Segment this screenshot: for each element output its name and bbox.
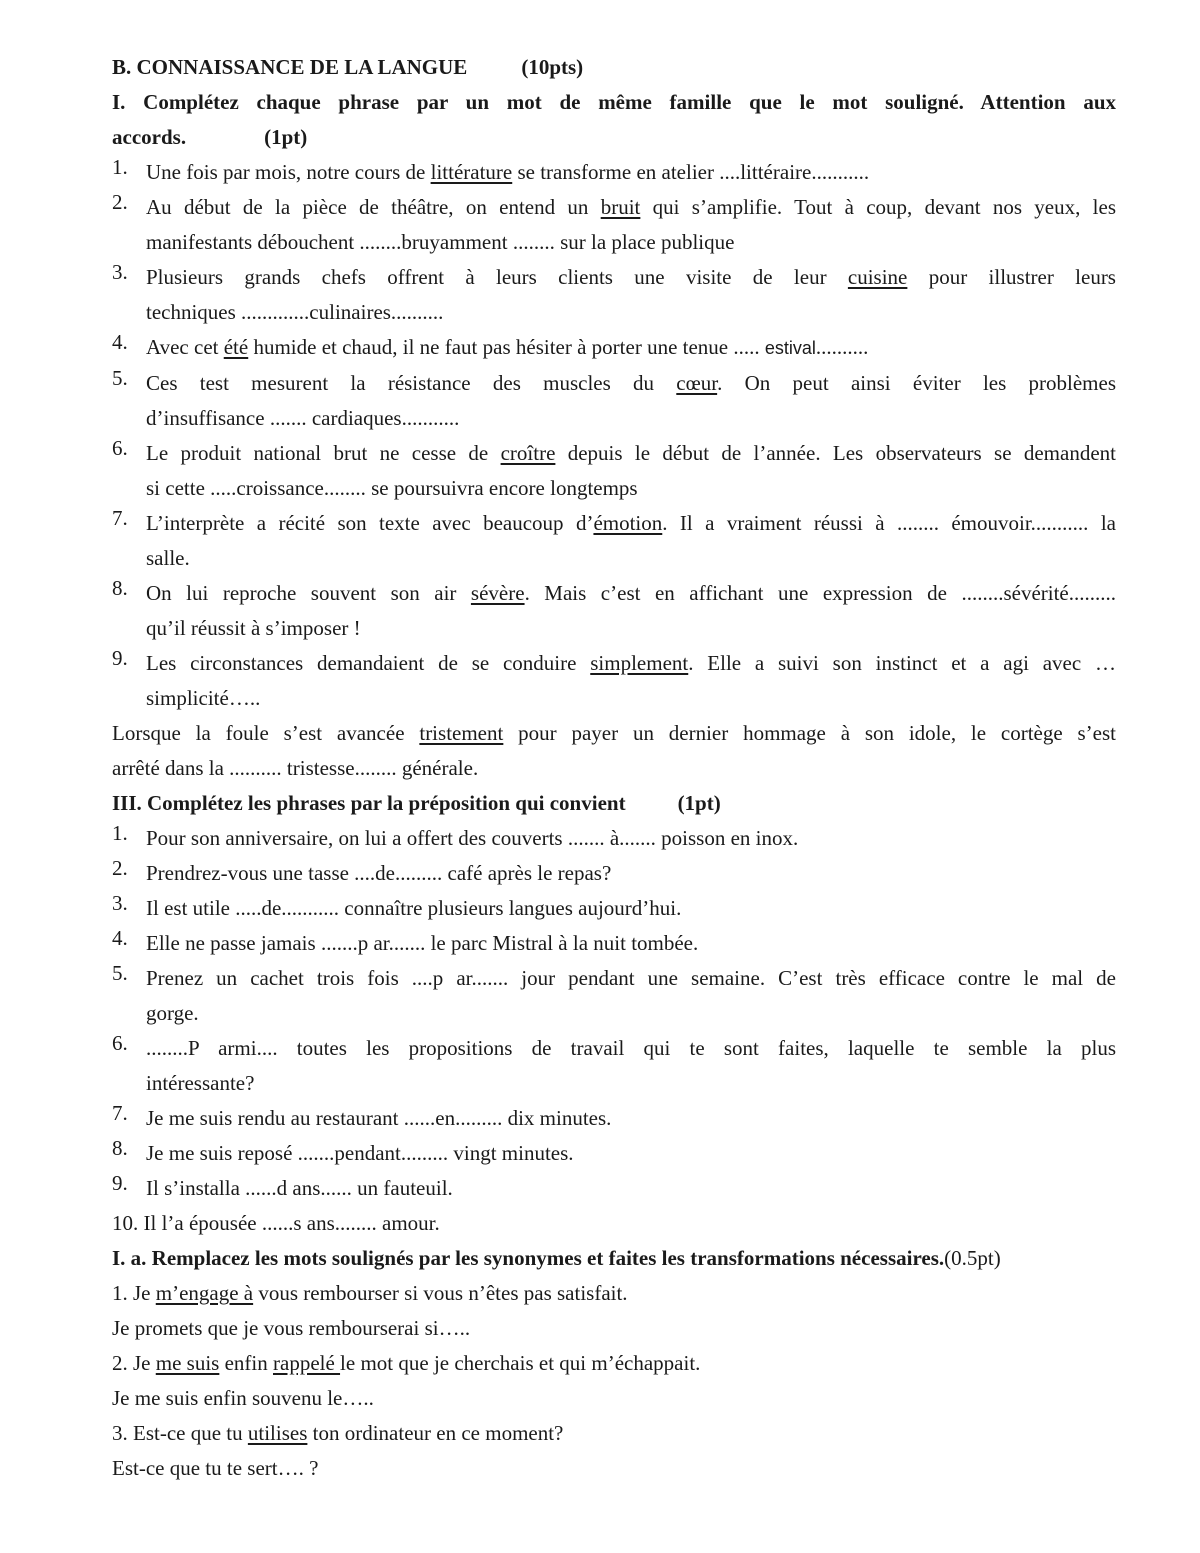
item-line-cont: gorge. — [146, 1001, 199, 1025]
part1-item-4 — [112, 330, 1116, 366]
item-line: Une fois par mois, notre cours de littérature se transforme en atelier ....littéraire........... — [146, 160, 870, 184]
item-number: 1. — [112, 155, 128, 179]
item-line-cont: techniques .............culinaires.......... — [146, 300, 444, 324]
item-line: Je me suis rendu au restaurant ......en......... dix minutes. — [146, 1106, 612, 1130]
part3-title: III. Complétez les phrases par la préposition qui convient — [112, 791, 626, 815]
part-ia-response-2: Je me suis enfin souvenu le….. — [112, 1386, 374, 1410]
part3-item-5: 5. Prenez un cachet trois fois ....p ar....... jour pendant une semaine. C’est très efficace contre le mal de gorge. — [112, 961, 1116, 1031]
part1-item-5 — [112, 366, 1116, 436]
underlined-word: été — [223, 335, 249, 359]
item-line: Elle ne passe jamais .......p ar....... le parc Mistral à la nuit tombée. — [146, 931, 699, 955]
item-line: Prendrez-vous une tasse ....de......... café après le repas? — [146, 861, 612, 885]
part1-item-8 — [112, 576, 1116, 646]
item-line: Je me suis reposé .......pendant......... vingt minutes. — [146, 1141, 574, 1165]
underlined-word: tristement — [419, 721, 504, 745]
underlined-word: me suis — [155, 1351, 220, 1375]
item-number: 7. — [112, 506, 128, 530]
handwritten-answer: estival — [764, 338, 816, 358]
part3-item-8: 8. Je me suis reposé .......pendant......... vingt minutes. — [112, 1136, 1116, 1171]
part3-item-6: 6. ........P armi.... toutes les propositions de travail qui te sont faites, laquelle te semble la plus intéressante? — [112, 1031, 1116, 1101]
item-number: 4. — [112, 330, 128, 354]
underlined-word: rappelé — [273, 1351, 341, 1375]
part-ia-response-1: Je promets que je vous rembourserai si….. — [112, 1316, 471, 1340]
item-line: Ces test mesurent la résistance des muscles du cœur. On peut ainsi éviter les problèmes — [146, 371, 1117, 395]
part1-item-2 — [112, 190, 1116, 260]
part1-item-1 — [112, 155, 1116, 190]
part-ia-question-2: 2. Je me suis enfin rappelé le mot que je cherchais et qui m’échappait. — [112, 1351, 701, 1375]
part-ia-response-3: Est-ce que tu te sert…. ? — [112, 1456, 319, 1480]
part1-item-6 — [112, 436, 1116, 506]
part3-points: (1pt) — [677, 791, 721, 815]
part3-heading — [112, 786, 1116, 821]
part1-instruction-line2 — [112, 120, 1116, 155]
section-b-heading — [112, 50, 1116, 85]
part3-item-2: 2. Prendrez-vous une tasse ....de......... café après le repas? — [112, 856, 1116, 891]
item-line: L’interprète a récité son texte avec beaucoup d’émotion. Il a vraiment réussi à ........ émouvoir........... la — [146, 511, 1116, 535]
part3-item-7: 7. Je me suis rendu au restaurant ......en......... dix minutes. — [112, 1101, 1116, 1136]
underlined-word: littérature — [430, 160, 513, 184]
item-line-cont: qu’il réussit à s’imposer ! — [146, 616, 361, 640]
item-line-cont: intéressante? — [146, 1071, 255, 1095]
item-line: Pour son anniversaire, on lui a offert des couverts ....... à....... poisson en inox. — [146, 826, 799, 850]
part1-last-sentence: Lorsque la foule s’est avancée tristement pour payer un dernier hommage à son idole, le cortège s’est — [112, 721, 1117, 745]
part3-item-10: 10. Il l’a épousée ......s ans........ amour. — [112, 1211, 440, 1235]
underlined-word: cuisine — [847, 265, 908, 289]
section-b-title: B. CONNAISSANCE DE LA LANGUE — [112, 55, 468, 79]
section-b-points: (10pts) — [521, 55, 584, 79]
item-line-cont: simplicité….. — [146, 686, 261, 710]
item-line-cont: d’insuffisance ....... cardiaques........... — [146, 406, 460, 430]
item-line-cont: manifestants débouchent ........bruyamment ........ sur la place publique — [146, 230, 735, 254]
part1-item-7 — [112, 506, 1116, 576]
part-ia-question-1: 1. Je m’engage à vous rembourser si vous n’êtes pas satisfait. — [112, 1281, 628, 1305]
part1-item-9 — [112, 646, 1116, 716]
part1-points: (1pt) — [264, 125, 308, 149]
part-ia-title: I. a. Remplacez les mots soulignés par les synonymes et faites les transformations nécessaires. — [112, 1246, 945, 1270]
item-number: 2. — [112, 190, 128, 214]
part3-item-9: 9. Il s’installa ......d ans...... un fauteuil. — [112, 1171, 1116, 1206]
item-line: Il est utile .....de........... connaître plusieurs langues aujourd’hui. — [146, 896, 682, 920]
item-line-cont: si cette .....croissance........ se poursuivra encore longtemps — [146, 476, 638, 500]
underlined-word: croître — [500, 441, 556, 465]
item-number: 3. — [112, 260, 128, 284]
item-number: 8. — [112, 576, 128, 600]
item-line: Avec cet été humide et chaud, il ne faut pas hésiter à porter une tenue ..... estival.......... — [146, 335, 869, 359]
part1-instruction-line1: I. Complétez chaque phrase par un mot de même famille que le mot souligné. Attention aux — [112, 90, 1116, 114]
item-number: 5. — [112, 366, 128, 390]
item-line: Les circonstances demandaient de se conduire simplement. Elle a suivi son instinct et a agi avec … — [146, 651, 1116, 675]
underlined-word: émotion — [593, 511, 663, 535]
worksheet-page — [112, 50, 1116, 1486]
part-ia-heading — [112, 1241, 1116, 1276]
underlined-word: utilises — [247, 1421, 308, 1445]
part1-instruction-accords: accords. — [112, 125, 187, 149]
part1-last-sentence-cont: arrêté dans la .......... tristesse........ générale. — [112, 756, 479, 780]
part-ia-question-3: 3. Est-ce que tu utilises ton ordinateur en ce moment? — [112, 1421, 564, 1445]
underlined-word: bruit — [600, 195, 641, 219]
underlined-word: sévère — [470, 581, 525, 605]
item-line: Le produit national brut ne cesse de croître depuis le début de l’année. Les observateurs se demandent — [146, 441, 1116, 465]
item-line: ........P armi.... toutes les propositions de travail qui te sont faites, laquelle te semble la plus — [146, 1036, 1116, 1060]
item-line: Au début de la pièce de théâtre, on entend un bruit qui s’amplifie. Tout à coup, devant nos yeux, les — [146, 195, 1116, 219]
item-number: 9. — [112, 646, 128, 670]
item-line: Plusieurs grands chefs offrent à leurs clients une visite de leur cuisine pour illustrer leurs — [146, 265, 1116, 289]
part3-item-3: 3. Il est utile .....de........... connaître plusieurs langues aujourd’hui. — [112, 891, 1116, 926]
part3-item-4: 4. Elle ne passe jamais .......p ar....... le parc Mistral à la nuit tombée. — [112, 926, 1116, 961]
underlined-word: simplement — [590, 651, 689, 675]
part-ia-points: (0.5pt) — [944, 1246, 1001, 1270]
underlined-word: cœur — [676, 371, 718, 395]
item-number: 6. — [112, 436, 128, 460]
item-line: Prenez un cachet trois fois ....p ar....... jour pendant une semaine. C’est très efficace contre le mal de — [146, 966, 1116, 990]
underlined-word: m’engage à — [155, 1281, 254, 1305]
part1-item-3 — [112, 260, 1116, 330]
item-line-cont: salle. — [146, 546, 190, 570]
item-line: Il s’installa ......d ans...... un fauteuil. — [146, 1176, 453, 1200]
part3-item-1: 1. Pour son anniversaire, on lui a offert des couverts ....... à....... poisson en inox. — [112, 821, 1116, 856]
item-line: On lui reproche souvent son air sévère. Mais c’est en affichant une expression de ........sévérité......... — [146, 581, 1116, 605]
